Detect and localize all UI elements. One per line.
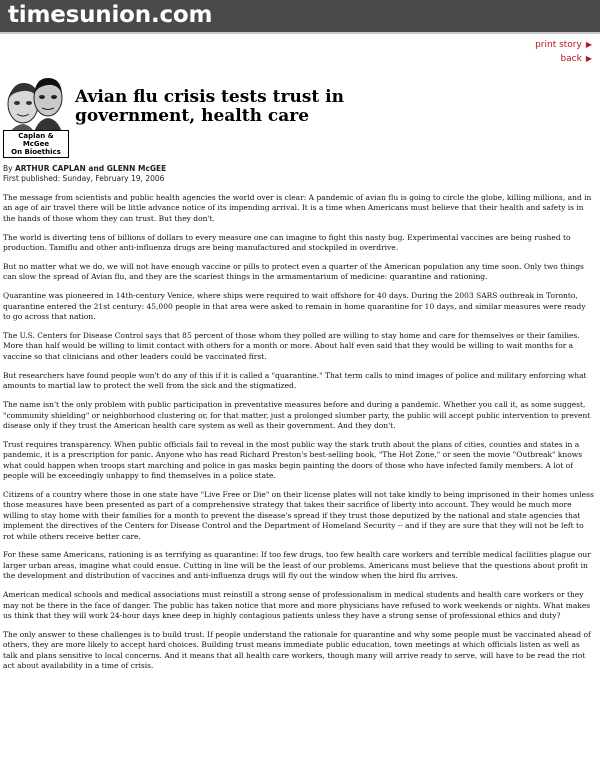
- author-line: [3, 164, 166, 174]
- published-date: First published: Sunday, February 19, 2006: [3, 174, 165, 183]
- article-paragraph: The name isn't the only problem with public participation in preventative measures before and during a pandemic. Whether you call it, as some suggest, "community shielding" or neighborhood clustering or, for that matter, just a prolonged slumber party, the public will accept public intervention to prevent disease only if they trust the American health care system as well as their government. And they don't.: [3, 400, 591, 430]
- article-paragraph: But researchers have found people won't do any of this if it is called a "quarantine." That term calls to mind images of police and military enforcing what amounts to martial law to protect the well from the sick and the stigmatized.: [3, 370, 587, 391]
- masthead-divider: [0, 32, 600, 34]
- site-logo[interactable]: timesunion.com: [8, 2, 213, 28]
- print-story-link[interactable]: [535, 38, 592, 52]
- back-link[interactable]: [535, 52, 592, 66]
- column-label-line2: On Bioethics: [11, 148, 61, 156]
- column-label-line1: Caplan & McGee: [18, 132, 54, 148]
- article-headline: Avian flu crisis tests trust in government, health care: [75, 87, 344, 126]
- article-paragraph: The message from scientists and public health agencies the world over is clear: A pandemic of avian flu is going to circle the globe, killing millions, and in an age of air travel there will be little advance notice of its impending arrival. It is a time when Americans must believe that their health and safety is in the hands of those whom they can trust. But they don't.: [3, 193, 592, 223]
- article-paragraph: For these same Americans, rationing is as terrifying as quarantine: If too few drugs, too few health care workers and terrible medical facilities plague our larger urban areas, imagine what could ensue. Cutting in line will be the least of our problems. Americans must believe that the questions about profit in the development and distribution of vaccines and anti-influenza drugs will fly out the window when the bird flu arrives.: [3, 550, 591, 581]
- article-paragraph: Quarantine was pioneered in 14th-century Venice, where ships were required to wait offshore for 40 days. During the 2003 SARS outbreak in Toronto, quarantine entered the 21st century: 45,000 people in that area were asked to remain in home quarantine for 10 days, and similar measures were ready to go across that nation.: [3, 291, 586, 322]
- article-paragraph: The only answer to these challenges is to build trust. If people understand the rationale for quarantine and why some people must be vaccinated ahead of others, they are more likely to accept hard choices. Building trust means immediate public education, town meetings at which officials listen as well as talk and plans sensitive to local concerns. And it means that all health care workers, though many will arrive ready to serve, will have to be read the riot act about availability in a time of crisis.: [3, 629, 591, 671]
- author-names: ARTHUR CAPLAN and GLENN McGEE: [14, 164, 167, 173]
- article-body: [3, 193, 594, 680]
- column-label: [3, 130, 69, 158]
- story-tools: [535, 38, 592, 66]
- article-paragraph: American medical schools and medical associations must reinstill a strong sense of professionalism in medical students and health care workers or they may not be there in the face of danger. The public has taken notice that more and more physicians have refused to work weekends or nights. What makes us think that they will work 24-hour days knee deep in highly contagious patients unless they have a strong sense of professional ethics and duty?: [3, 590, 591, 620]
- masthead: [0, 0, 600, 32]
- right-arrow-icon: ▶: [585, 40, 592, 49]
- article-paragraph: But no matter what we do, we will not have enough vaccine or pills to protect even a quarter of the American population any time soon. Only two things can slow the spread of Avian flu, and they are the scariest things in the armamentarium of medicine: quarantine and rationing.: [3, 262, 584, 282]
- right-arrow-icon: ▶: [585, 54, 592, 63]
- byline: [3, 164, 166, 184]
- back-label: back: [560, 54, 582, 64]
- article-paragraph: The world is diverting tens of billions of dollars to every measure one can imagine to fight this nasty bug. Experimental vaccines are being rushed to production. Tamiflu and other anti-influenza drugs are being manufactured and stockpiled in overdrive.: [3, 232, 571, 253]
- print-story-label: print story: [535, 40, 582, 50]
- article-paragraph: Citizens of a country where those in one state have "Live Free or Die" on their license plates will not take kindly to being imprisoned in their homes unless those measures have been presented as part of a comprehensive strategy that takes their sacrifice of liberty into account. They would be much more willing to stay home with their families for a month to prevent the disease's spread if they trust those deputized by the national and state agencies that implement the directives of the Centers for Disease Control and the Department of Homeland Security -- and if they are sure that they will not be left to rot while others receive better care.: [3, 489, 594, 541]
- byline-prefix: By: [3, 164, 13, 173]
- article-paragraph: The U.S. Centers for Disease Control says that 85 percent of those whom they polled are willing to stay home and care for themselves or their families. More than half would be willing to limit contact with others for a month or more. About half even said that they would be willing to wait months for a vaccine so that clinicians and other leaders could be vaccinated first.: [3, 331, 580, 361]
- article-paragraph: Trust requires transparency. When public officials fail to reveal in the most public way the stark truth about the plans of cities, counties and states in a pandemic, it is a prescription for panic. Anyone who has read Richard Preston's best-selling book, "The Hot Zone," or seen the movie "Outbreak" knows what could happen when troops start marching and police in gas masks begin painting the doors of those who have infected family members. A lot of people will be exceedingly unhappy to find themselves in a police state.: [3, 439, 583, 481]
